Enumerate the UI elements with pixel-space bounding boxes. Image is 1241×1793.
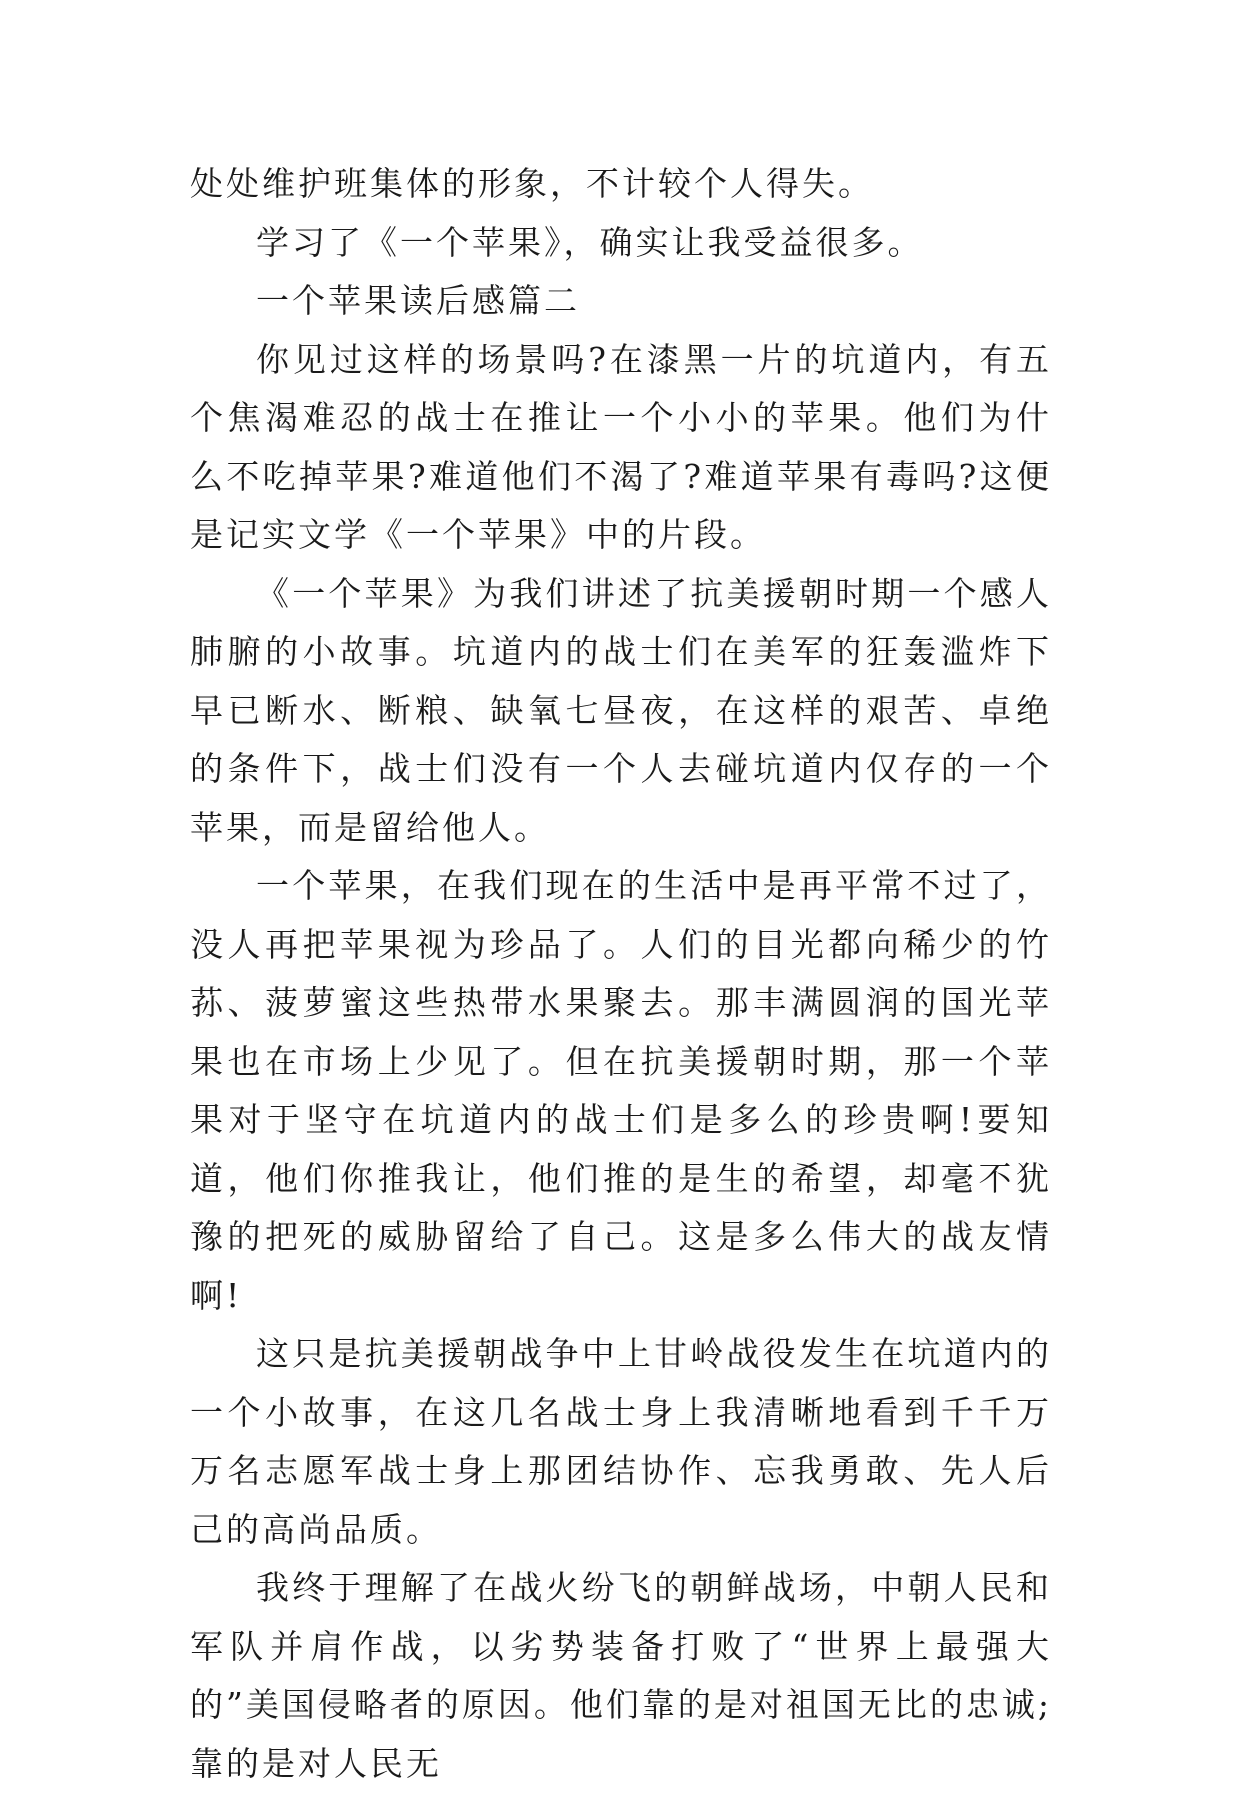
section-heading: 一个苹果读后感篇二 <box>256 281 580 320</box>
paragraph: 我终于理解了在战火纷飞的朝鲜战场，中朝人民和军队并肩作战，以劣势装备打败了“世界上最强大的”美国侵略者的原因。他们靠的是对祖国无比的忠诚;靠的是对人民无 <box>190 1568 1052 1783</box>
paragraph: 处处维护班集体的形象，不计较个人得失。 <box>190 164 874 203</box>
paragraph: 学习了《一个苹果》，确实让我受益很多。 <box>256 222 924 262</box>
paragraph: 《一个苹果》为我们讲述了抗美援朝时期一个感人肺腑的小故事。坑道内的战士们在美军的狂轰滥炸下早已断水、断粮、缺氧七昼夜，在这样的艰苦、卓绝的条件下，战士们没有一个人去碰坑道内仅存的一个苹果，而是留给他人。 <box>190 573 1052 847</box>
paragraph: 一个苹果，在我们现在的生活中是再平常不过了，没人再把苹果视为珍品了。人们的目光都向稀少的竹荪、菠萝蜜这些热带水果聚去。那丰满圆润的国光苹果也在市场上少见了。但在抗美援朝时期，那一个苹果对于坚守在坑道内的战士们是多么的珍贵啊!要知道，他们你推我让，他们推的是生的希望，却毫不犹豫的把死的威胁留给了自己。这是多么伟大的战友情啊! <box>190 866 1052 1315</box>
paragraph: 你见过这样的场景吗?在漆黑一片的坑道内，有五个焦渴难忍的战士在推让一个小小的苹果。他们为什么不吃掉苹果?难道他们不渴了?难道苹果有毒吗?这便是记实文学《一个苹果》中的片段。 <box>190 339 1052 554</box>
document-body <box>190 155 1052 1793</box>
paragraph: 这只是抗美援朝战争中上甘岭战役发生在坑道内的一个小故事，在这几名战士身上我清晰地看到千千万万名志愿军战士身上那团结协作、忘我勇敢、先人后己的高尚品质。 <box>190 1334 1052 1549</box>
